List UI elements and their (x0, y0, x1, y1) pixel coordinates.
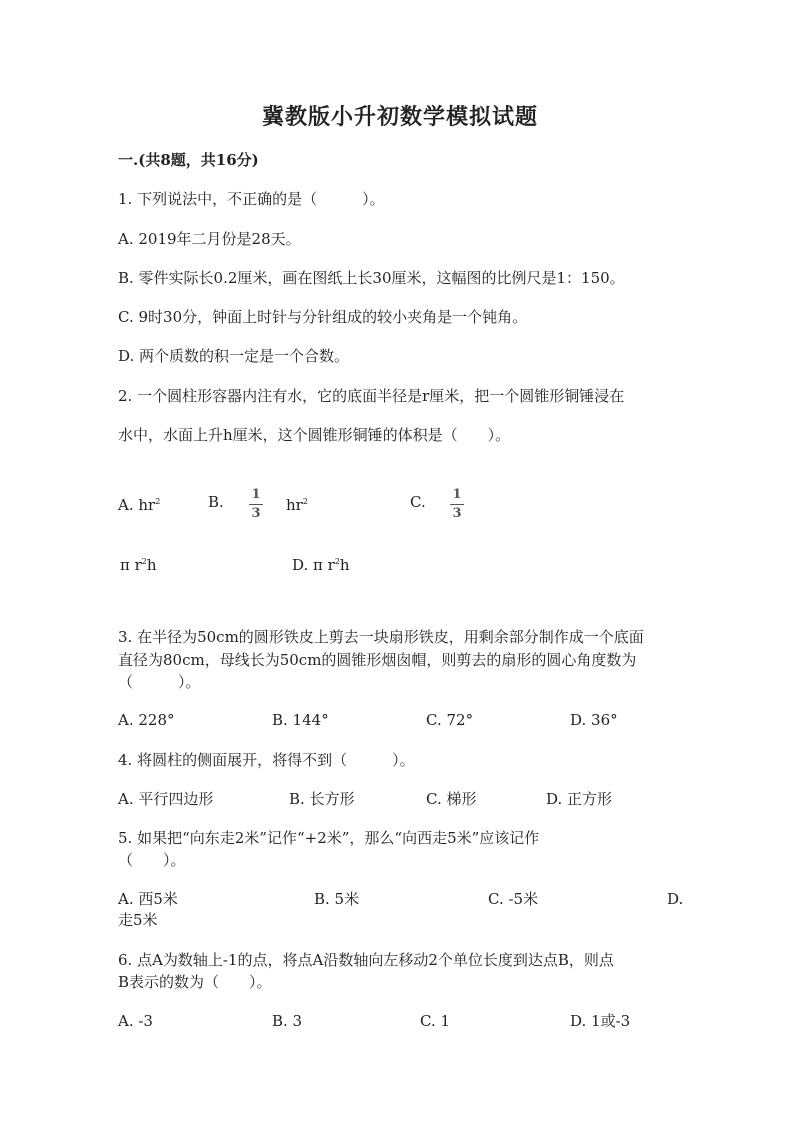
question-4-option-c: C. 梯形 (426, 790, 477, 808)
section-heading: 一.(共8题，共16分) (118, 151, 259, 169)
question-2-option-b-label: B. (208, 493, 224, 511)
question-6-option-b: B. 3 (272, 1012, 303, 1030)
question-5-option-c: C. -5米 (488, 890, 539, 908)
question-1-option-a: A. 2019年二月份是28天。 (118, 230, 301, 248)
question-2-stem-line1: 2. 一个圆柱形容器内注有水，它的底面半径是r厘米，把一个圆锥形铜锤浸在 (118, 387, 625, 405)
question-5-stem-line2: （ ）。 (118, 851, 186, 869)
question-6-option-a: A. -3 (118, 1012, 153, 1030)
question-4-option-b: B. 长方形 (289, 790, 355, 808)
question-5-option-b: B. 5米 (314, 890, 360, 908)
question-3-stem-line2: 直径为80cm，母线长为50cm的圆锥形烟囱帽，则剪去的扇形的圆心角度数为 (118, 651, 637, 669)
question-1-option-c: C. 9时30分，钟面上时针与分针组成的较小夹角是一个钝角。 (118, 308, 528, 326)
question-3-stem-line3: （ ）。 (118, 673, 201, 691)
question-3-option-d: D. 36° (570, 711, 618, 729)
question-6-stem-line2: B表示的数为（ ）。 (118, 973, 272, 991)
question-6-option-c: C. 1 (420, 1012, 451, 1030)
question-2-option-b-text: $hr^2$ (286, 496, 308, 514)
question-2-option-c-continued: π $r^2h$ (120, 556, 157, 574)
question-5-stem-line1: 5. 如果把“向东走2米”记作“+2米”，那么“向西走5米”应该记作 (118, 829, 540, 847)
question-2-stem-line2: 水中，水面上升h厘米，这个圆锥形铜锤的体积是（ ）。 (118, 426, 511, 444)
question-3-stem-line1: 3. 在半径为50cm的圆形铁皮上剪去一块扇形铁皮，用剩余部分制作成一个底面 (118, 628, 644, 646)
question-2-option-c-label: C. (410, 493, 426, 511)
document-title: 冀教版小升初数学模拟试题 (261, 104, 538, 130)
question-2-option-a: A. $hr^2$ (118, 496, 161, 514)
question-4-option-d: D. 正方形 (546, 790, 613, 808)
question-2-option-c-fraction: 1 3 (450, 488, 464, 521)
question-2-option-b-fraction: 1 3 (249, 488, 263, 521)
question-4-stem: 4. 将圆柱的侧面展开，将得不到（ ）。 (118, 751, 415, 769)
question-5-option-a: A. 西5米 (118, 890, 178, 908)
question-2-option-d: D. π $r^2h$ (292, 556, 350, 574)
question-1-option-d: D. 两个质数的积一定是一个合数。 (118, 347, 350, 365)
question-1-stem: 1. 下列说法中，不正确的是（ ）。 (118, 190, 385, 208)
question-6-option-d: D. 1或-3 (570, 1012, 631, 1030)
question-5-option-d-continued: 走5米 (118, 911, 158, 929)
question-5-option-d: D. (667, 890, 684, 908)
question-1-option-b: B. 零件实际长0.2厘米，画在图纸上长30厘米，这幅图的比例尺是1：150。 (118, 269, 625, 287)
question-3-option-b: B. 144° (272, 711, 329, 729)
question-3-option-a: A. 228° (118, 711, 175, 729)
question-6-stem-line1: 6. 点A为数轴上-1的点，将点A沿数轴向左移动2个单位长度到达点B，则点 (118, 951, 614, 969)
question-3-option-c: C. 72° (426, 711, 474, 729)
question-4-option-a: A. 平行四边形 (118, 790, 214, 808)
